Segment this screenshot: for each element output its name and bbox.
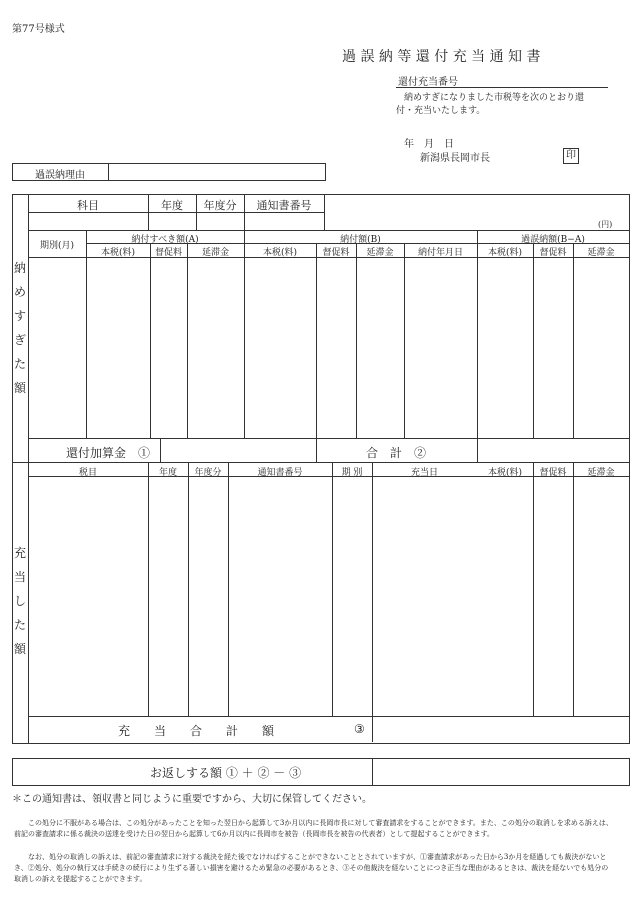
form-number: 第77号様式 <box>12 24 65 35</box>
unit-label: (円) <box>598 220 613 229</box>
s1-c-late: 延滞金 <box>587 248 615 258</box>
s2-col-tax: 本税(料) <box>487 468 523 478</box>
section1-side-label: 納 め す ぎ た 額 <box>13 261 26 395</box>
s1-c-fee: 督促料 <box>539 248 567 258</box>
seal-mark: 印 <box>563 148 579 164</box>
s2-col-late: 延滞金 <box>587 468 615 478</box>
return-amount-label: お返しする額 ① ＋ ② － ③ <box>150 766 302 780</box>
s1-group-c: 過誤納額(B−A) <box>521 235 585 245</box>
section2-side-label: 充 当 し た 額 <box>13 546 26 656</box>
s1-b-fee: 督促料 <box>322 248 350 258</box>
s1-a-tax: 本税(料) <box>100 248 136 258</box>
allocation-total-mark: ③ <box>354 722 365 736</box>
s2-col-period: 期 別 <box>341 468 363 478</box>
issuer-name: 新潟県長岡市長 <box>420 153 490 164</box>
s2-col-year: 年度 <box>158 468 177 478</box>
s1-b-tax: 本税(料) <box>262 248 298 258</box>
s2-col-year-portion: 年度分 <box>194 468 222 478</box>
s1-col-period: 期別(月) <box>39 241 75 251</box>
s1-b-paydate: 納付年月日 <box>417 248 463 258</box>
appeal-note-1: この処分に不服がある場合は、この処分があったことを知った翌日から起算して3か月以内に長岡市長に対して審査請求をすることができます。また、この処分の取消しを求める訴えは、前記の審査請求に係る裁決の送達を受けた日の翌日から起算して6か月以内に長岡市を被告（長岡市長を被告の代表者）として提起することができます。 <box>14 819 613 838</box>
appeal-note-2: なお、処分の取消しの訴えは、前記の審査請求に対する裁決を経た後でなければすることができないこととされていますが、①審査請求があった日から3か月を経過しても裁決がないとき、②処分、処分の執行又は手続きの続行により生ずる著しい損害を避けるため緊急の必要があるとき、③その他裁決を経ないことにつき正当な理由があるときは、裁決を経ないでも処分の取消しの訴えを提起することができます。 <box>14 853 609 883</box>
s1-group-b: 納付額(B) <box>340 235 381 245</box>
s2-col-date: 充当日 <box>410 468 438 478</box>
keep-warning: ＊この通知書は、領収書と同じように重要ですから、大切に保管してください。 <box>12 794 372 805</box>
refund-number-label: 還付充当番号 <box>398 77 458 88</box>
return-amount-box <box>12 758 630 786</box>
s2-col-fee: 督促料 <box>539 468 567 478</box>
s1-col-notice-number: 通知書番号 <box>256 199 312 212</box>
reason-label: 過誤納理由 <box>35 170 85 181</box>
s1-group-a: 納付すべき額(A) <box>131 235 199 245</box>
s1-b-late: 延滞金 <box>366 248 394 258</box>
s1-a-fee: 督促料 <box>154 248 182 258</box>
intro-line-1: 納めすぎになりました市税等を次のとおり還 <box>404 93 585 103</box>
s1-col-year-portion: 年度分 <box>203 199 237 212</box>
s1-col-subject: 科目 <box>77 199 99 212</box>
document-title: 過 誤 納 等 還 付 充 当 通 知 書 <box>342 49 541 65</box>
intro-line-2: 付・充当いたします。 <box>396 106 486 116</box>
s2-col-notice-number: 通知書番号 <box>257 468 303 478</box>
refund-number-underline <box>396 87 608 88</box>
allocation-total-label: 充 当 合 計 額 <box>118 724 275 738</box>
s2-col-subject: 税目 <box>78 468 97 478</box>
s1-col-year: 年度 <box>161 199 183 212</box>
s1-c-tax: 本税(料) <box>487 248 523 258</box>
issue-date: 年 月 日 <box>404 139 454 150</box>
section1-total-label: 合 計 ② <box>366 446 427 460</box>
s1-a-late: 延滞金 <box>201 248 229 258</box>
refund-addition-label: 還付加算金 ① <box>66 446 151 460</box>
